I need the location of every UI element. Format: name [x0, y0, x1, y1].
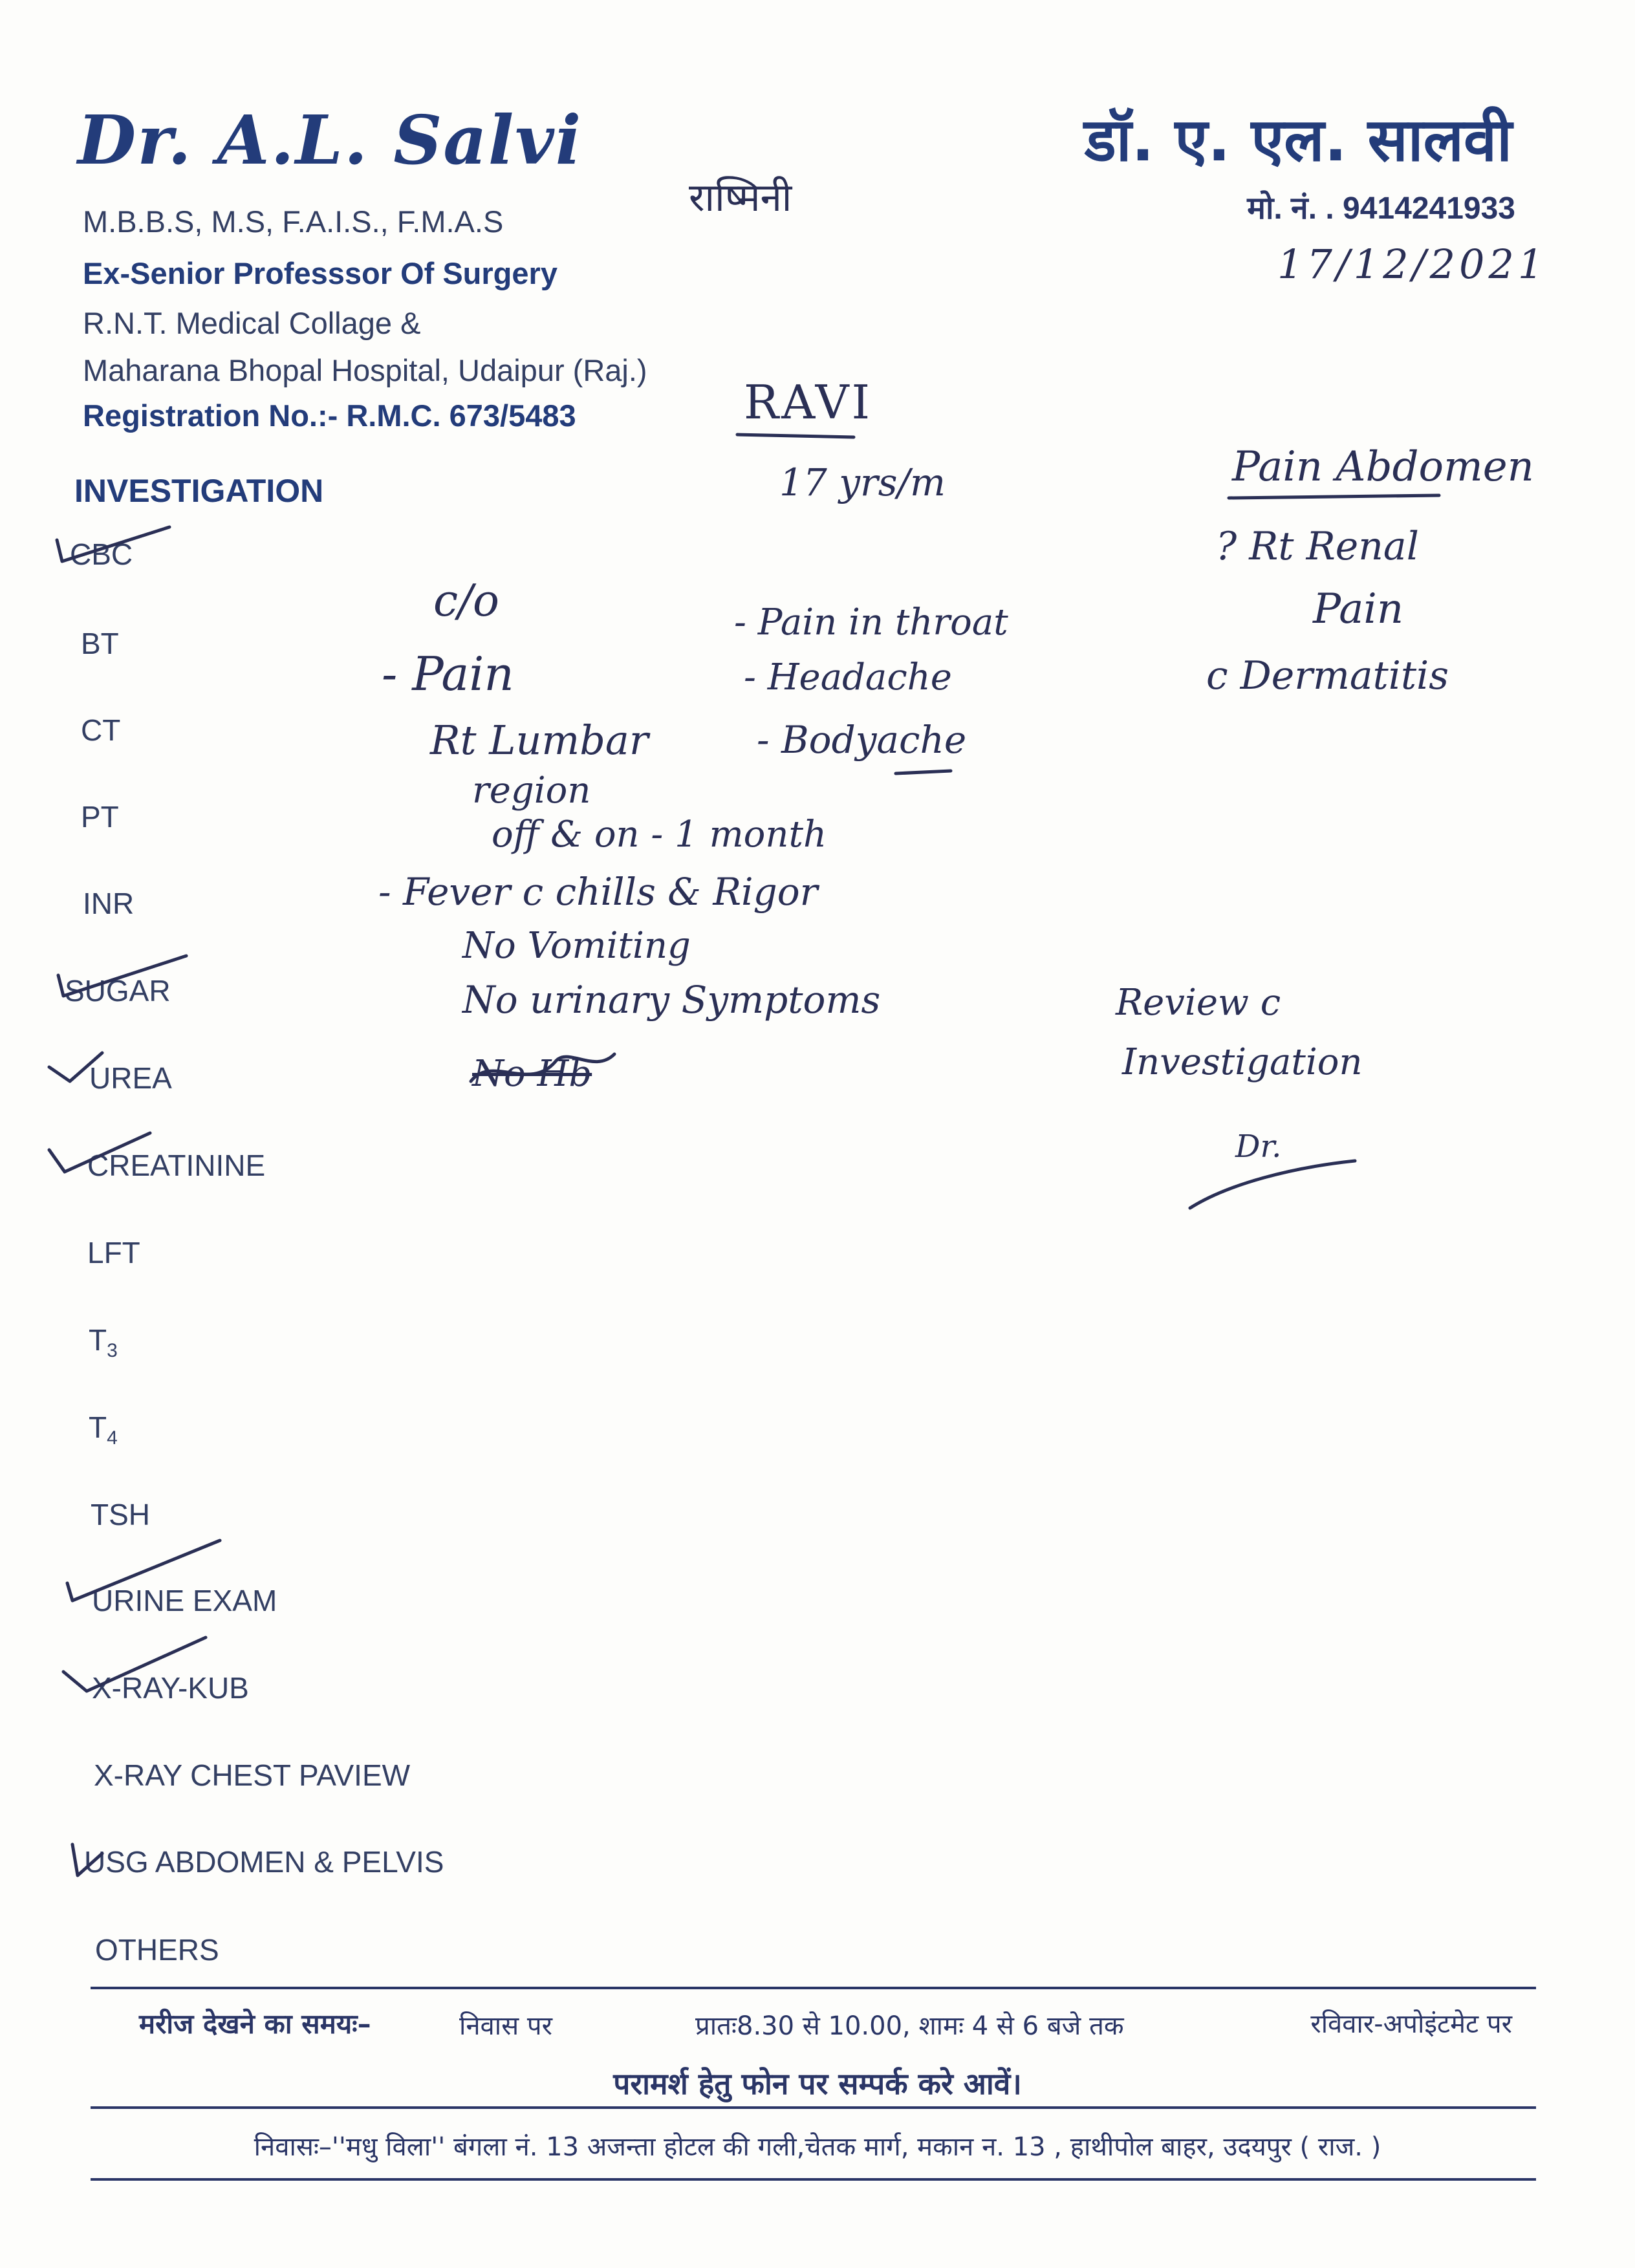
underline-bodyache [896, 771, 951, 773]
complaint-duration: off & on - 1 month [492, 814, 827, 856]
investigation-item-xray-kub: X-RAY-KUB [92, 1671, 249, 1705]
college-name: R.N.T. Medical Collage & [83, 306, 421, 340]
advice-review: Review c [1116, 982, 1281, 1024]
footer-timing-place: निवास पर [459, 2011, 552, 2041]
footer-sunday: रविवार-अपोइंटमेट पर [1310, 2009, 1512, 2039]
underline-patient-name [737, 435, 854, 437]
mobile-number: मो. नं. . 9414241933 [1247, 191, 1515, 226]
advice-investigation: Investigation [1122, 1041, 1363, 1083]
complaint-region: region [472, 770, 591, 812]
diagnosis-pain: Pain [1313, 585, 1404, 633]
tick-sugar [58, 956, 186, 996]
investigation-item-ct: CT [81, 713, 121, 747]
underline-diagnosis [1229, 495, 1439, 498]
investigation-item-bt: BT [81, 627, 119, 660]
footer-address: निवासः–''मधु विला'' बंगला नं. 13 अजन्ता होटल की गली,चेतक मार्ग, मकान न. 13 , हाथीपोल बाहर, उदयपुर ( राज. ) [254, 2132, 1381, 2162]
investigation-item-creatinine: CREATININE [87, 1149, 266, 1182]
diagnosis-renal: ? Rt Renal [1216, 524, 1419, 569]
patient-age: 17 yrs/m [779, 460, 946, 504]
investigation-heading: INVESTIGATION [74, 473, 324, 509]
doctor-name-english: Dr. A.L. Salvi [78, 100, 583, 180]
complaint-struck-note: No Hb [472, 1053, 592, 1095]
investigation-item-inr: INR [83, 887, 135, 920]
footer-timing-hours: प्रातः8.30 से 10.00, शामः 4 से 6 बजे तक [695, 2011, 1124, 2041]
investigation-item-t3: $T_3$ [89, 1323, 118, 1362]
handwritten-place: राष्मिनी [689, 175, 792, 221]
tick-creatinine [49, 1133, 150, 1172]
tick-urine [67, 1540, 220, 1601]
investigation-item-cbc: CBC [70, 537, 133, 571]
handwritten-date: 17/12/2021 [1277, 241, 1548, 288]
footer-timing-label: मरीज देखने का समयः– [139, 2008, 371, 2040]
complaint-no-urinary: No urinary Symptoms [462, 978, 881, 1022]
tick-xray-kub [63, 1637, 206, 1691]
tick-urea [49, 1053, 102, 1081]
investigation-item-pt: PT [81, 800, 119, 834]
investigation-item-xray-chest: X-RAY CHEST PAVIEW [94, 1758, 411, 1792]
hospital-name: Maharana Bhopal Hospital, Udaipur (Raj.) [83, 353, 647, 387]
footer-consult: परामर्श हेतु फोन पर सम्पर्क करे आवें। [613, 2066, 1022, 2101]
complaint-no-vomiting: No Vomiting [462, 925, 691, 967]
investigation-item-urea: UREA [89, 1061, 172, 1095]
symptom-throat: - Pain in throat [734, 601, 1008, 643]
complaints-heading: c/o [433, 576, 499, 627]
doctor-signature: Dr. [1235, 1129, 1282, 1165]
patient-name: RAVI [744, 375, 873, 429]
investigation-item-others: OTHERS [95, 1933, 219, 1967]
footer-rule-top [91, 1987, 1536, 1989]
tick-usg [72, 1844, 102, 1875]
investigation-item-tsh: TSH [91, 1498, 150, 1531]
symptom-headache: - Headache [744, 656, 952, 698]
investigation-item-usg: USG ABDOMEN & PELVIS [84, 1845, 444, 1879]
complaint-pain: - Pain [382, 647, 514, 701]
investigation-item-lft: LFT [87, 1236, 140, 1269]
signature-stroke [1190, 1161, 1355, 1208]
tick-cbc [57, 527, 169, 561]
investigation-item-urine-exam: URINE EXAM [92, 1584, 277, 1617]
complaint-rt-lumbar: Rt Lumbar [430, 717, 649, 764]
diagnosis-dermatitis: c Dermatitis [1206, 653, 1449, 698]
qualifications: M.B.B.S, M.S, F.A.I.S., F.M.A.S [83, 204, 504, 239]
complaint-fever: - Fever c chills & Rigor [378, 870, 818, 914]
footer-rule-middle [91, 2106, 1536, 2109]
diagnosis-pain-abdomen: Pain Abdomen [1232, 443, 1534, 491]
designation: Ex-Senior Professsor Of Surgery [83, 256, 558, 290]
footer-rule-bottom [91, 2178, 1536, 2181]
investigation-item-t4: $T_4$ [89, 1410, 118, 1449]
investigation-item-sugar: SUGAR [65, 974, 171, 1008]
symptom-bodyache: - Bodyache [757, 718, 967, 762]
doctor-name-hindi: डॉ. ए. एल. सालवी [1084, 105, 1512, 175]
strikeout-scribble [471, 1054, 614, 1081]
registration-number: Registration No.:- R.M.C. 673/5483 [83, 398, 576, 433]
